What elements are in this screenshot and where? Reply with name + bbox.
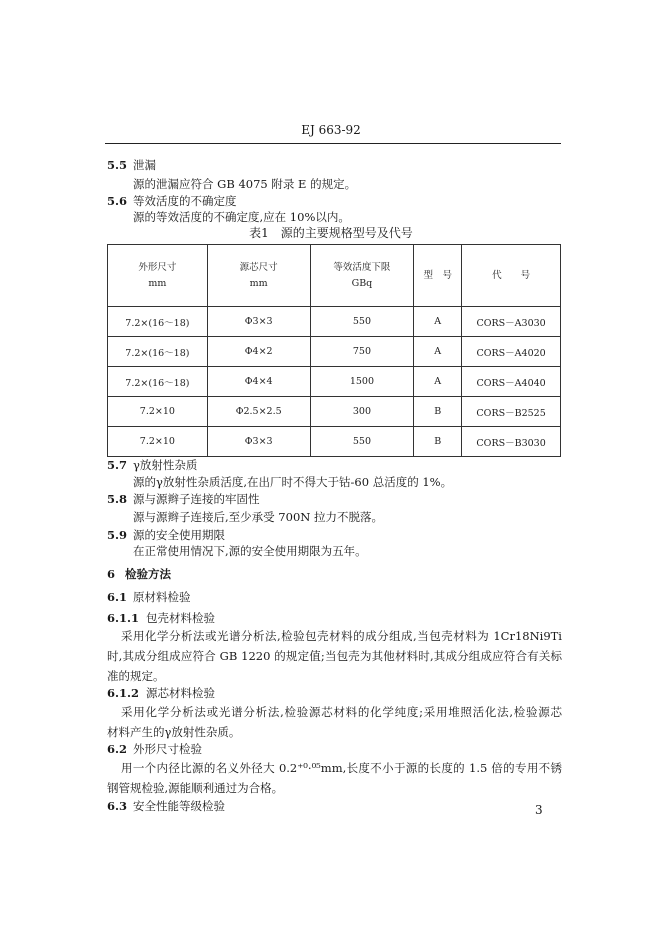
section-5-5-number: 5.5 bbox=[107, 158, 128, 172]
cell-code: CORS－A4020 bbox=[462, 337, 561, 367]
section-5-6-title: 等效活度的不确定度 bbox=[133, 194, 237, 208]
cell-activity: 750 bbox=[310, 337, 414, 367]
cell-activity: 550 bbox=[310, 307, 414, 337]
section-6-1-1-number: 6.1.1 bbox=[107, 611, 140, 625]
section-6-2-line-1: 用一个内径比源的名义外径大 0.2⁺⁰·⁰⁵mm,长度不小于源的长度的 1.5 倍的专用不锈 bbox=[121, 761, 562, 775]
section-5-6-text: 源的等效活度的不确定度,应在 10%以内。 bbox=[133, 210, 350, 224]
section-6-1-2-number: 6.1.2 bbox=[107, 686, 140, 700]
section-6-2-title: 外形尺寸检验 bbox=[133, 742, 202, 756]
cell-activity: 1500 bbox=[310, 367, 414, 397]
cell-outer: 7.2×10 bbox=[108, 427, 208, 457]
section-5-8-text: 源与源辫子连接后,至少承受 700N 拉力不脱落。 bbox=[133, 510, 383, 524]
cell-type: B bbox=[414, 397, 462, 427]
section-5-6-number: 5.6 bbox=[107, 194, 128, 208]
standard-code: EJ 663-92 bbox=[301, 123, 361, 137]
section-6-title: 检验方法 bbox=[125, 567, 171, 581]
header-outer-size: 外形尺寸 mm bbox=[108, 245, 208, 307]
cell-type: A bbox=[414, 337, 462, 367]
section-6-1-2-line-2: 材料产生的γ放射性杂质。 bbox=[107, 725, 241, 739]
section-5-5-text: 源的泄漏应符合 GB 4075 附录 E 的规定。 bbox=[133, 177, 357, 191]
table-caption: 表1 源的主要规格型号及代号 bbox=[249, 226, 413, 240]
spec-table bbox=[107, 244, 561, 457]
table-row bbox=[108, 367, 561, 397]
section-6-1-number: 6.1 bbox=[107, 590, 128, 604]
header-activity: 等效活度下限 GBq bbox=[310, 245, 414, 307]
cell-outer: 7.2×(16～18) bbox=[108, 367, 208, 397]
section-5-8-title: 源与源辫子连接的牢固性 bbox=[133, 492, 260, 506]
header-core-size: 源芯尺寸 mm bbox=[207, 245, 310, 307]
cell-activity: 550 bbox=[310, 427, 414, 457]
cell-code: CORS－A3030 bbox=[462, 307, 561, 337]
cell-core: Φ4×2 bbox=[207, 337, 310, 367]
section-5-5-title: 泄漏 bbox=[133, 158, 156, 172]
cell-core: Φ2.5×2.5 bbox=[207, 397, 310, 427]
cell-outer: 7.2×10 bbox=[108, 397, 208, 427]
section-5-9-text: 在正常使用情况下,源的安全使用期限为五年。 bbox=[133, 544, 367, 558]
section-5-7-number: 5.7 bbox=[107, 458, 128, 472]
section-6-1-1-line-3: 准的规定。 bbox=[107, 669, 165, 683]
section-6-1-title: 原材料检验 bbox=[133, 590, 191, 604]
cell-type: B bbox=[414, 427, 462, 457]
table-row bbox=[108, 307, 561, 337]
cell-type: A bbox=[414, 367, 462, 397]
section-6-1-1-title: 包壳材料检验 bbox=[146, 611, 215, 625]
section-5-9-number: 5.9 bbox=[107, 528, 128, 542]
section-6-1-2-title: 源芯材料检验 bbox=[146, 686, 215, 700]
cell-code: CORS－B3030 bbox=[462, 427, 561, 457]
table-row bbox=[108, 427, 561, 457]
cell-code: CORS－B2525 bbox=[462, 397, 561, 427]
cell-core: Φ3×3 bbox=[207, 427, 310, 457]
cell-outer: 7.2×(16～18) bbox=[108, 307, 208, 337]
section-6-2-number: 6.2 bbox=[107, 742, 128, 756]
table-header-row bbox=[108, 245, 561, 307]
section-5-8-number: 5.8 bbox=[107, 492, 128, 506]
table-row bbox=[108, 337, 561, 367]
section-5-7-title: γ放射性杂质 bbox=[133, 458, 198, 472]
section-5-7-text: 源的γ放射性杂质活度,在出厂时不得大于钴-60 总活度的 1%。 bbox=[133, 475, 453, 489]
section-6-1-1-line-2: 时,其成分组成应符合 GB 1220 的规定值;当包壳为其他材料时,其成分组成应符合有关标 bbox=[107, 649, 562, 663]
cell-code: CORS－A4040 bbox=[462, 367, 561, 397]
section-6-3-title: 安全性能等级检验 bbox=[133, 799, 225, 813]
section-6-1-2-line-1: 采用化学分析法或光谱分析法,检验源芯材料的化学纯度;采用堆照活化法,检验源芯 bbox=[121, 705, 562, 719]
cell-activity: 300 bbox=[310, 397, 414, 427]
section-6-3-number: 6.3 bbox=[107, 799, 128, 813]
section-6-2-line-2: 钢管规检验,源能顺利通过为合格。 bbox=[107, 781, 284, 795]
cell-outer: 7.2×(16～18) bbox=[108, 337, 208, 367]
header-code: 代 号 bbox=[462, 245, 561, 307]
header-divider bbox=[105, 143, 561, 144]
section-5-9-title: 源的安全使用期限 bbox=[133, 528, 225, 542]
table-row bbox=[108, 397, 561, 427]
header-type: 型 号 bbox=[414, 245, 462, 307]
cell-core: Φ3×3 bbox=[207, 307, 310, 337]
section-6-1-1-line-1: 采用化学分析法或光谱分析法,检验包壳材料的成分组成,当包壳材料为 1Cr18Ni9Ti bbox=[121, 629, 562, 643]
page-number: 3 bbox=[535, 803, 543, 817]
cell-type: A bbox=[414, 307, 462, 337]
section-6-number: 6 bbox=[107, 567, 116, 581]
cell-core: Φ4×4 bbox=[207, 367, 310, 397]
